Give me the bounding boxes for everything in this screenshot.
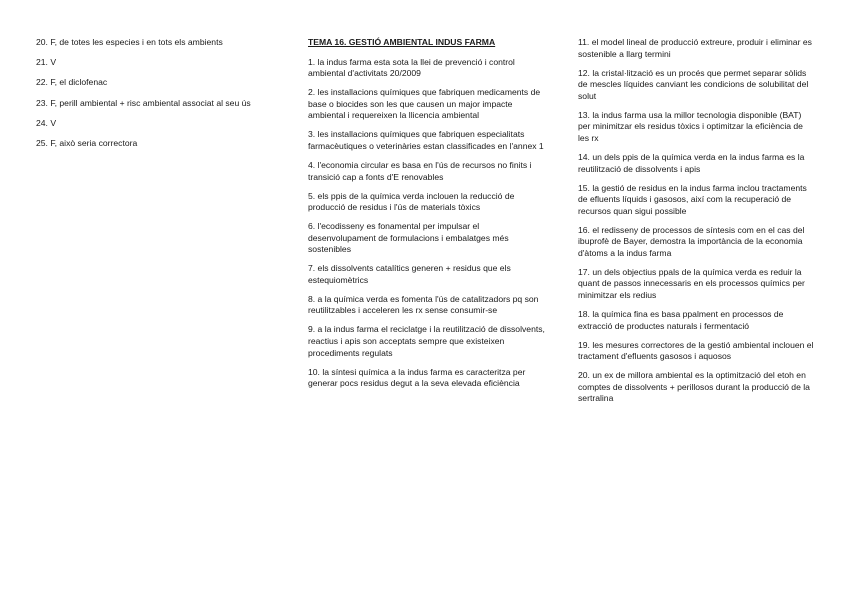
statement-item: 7. els dissolvents catalítics generen + residus que els estequiomètrics bbox=[308, 263, 511, 285]
statement-item: 6. l'ecodisseny es fonamental per impulsar el desenvolupament de formulacions i embalatges més sostenibles bbox=[308, 221, 509, 255]
statement-item: 12. la cristal·lització es un procés que permet separar sòlids de mescles líquides canviant les condicions de solubilitat del solut bbox=[578, 67, 809, 101]
answer-item: 21. V bbox=[36, 57, 57, 68]
statement-item: 10. la síntesi química a la indus farma es caracteritza per generar pocs residus degut a la seva elevada eficiència bbox=[308, 366, 526, 389]
answer-item: 20. F, de totes les especies i en tots els ambients bbox=[36, 37, 223, 47]
statement-item: 19. les mesures correctores de la gestió ambiental inclouen el tractament d'efluents gasosos i aquosos bbox=[578, 339, 814, 362]
answer-item: 25. F, això seria correctora bbox=[36, 137, 138, 148]
answer-item: 22. F, el diclofenac bbox=[36, 77, 108, 88]
statement-item: 8. a la química verda es fomenta l'ús de catalitzadors pq son reutilitzables i acceleren les rx sense consumir-se bbox=[308, 293, 539, 316]
statement-item: 11. el model lineal de producció extreure, produir i eliminar es sostenible a llarg termini bbox=[578, 37, 812, 59]
statement-item: 2. les installacions químiques que fabriquen medicaments de base o biocides son les que causen un major impacte ambiental i requereixen la llicencia ambiental bbox=[308, 87, 541, 121]
statement-item: 3. les installacions químiques que fabriquen especialitats farmacèutiques o veterinàries estan classificades en l'annex 1 bbox=[308, 129, 544, 151]
statements-column-middle bbox=[308, 37, 546, 397]
statement-item: 16. el redisseny de processos de síntesis com en el cas del ibuprofè de Bayer, demostra la importància de la economia d'àtoms a la indus farma bbox=[578, 224, 805, 258]
statement-item: 15. la gestió de residus en la indus farma inclou tractaments de efluents líquids i gasosos, així com la recuperació de recursos quan sigui possible bbox=[578, 182, 807, 216]
statement-item: 17. un dels objectius ppals de la química verda es reduir la quant de passos innecessaris en els processos químics per minimitzar els redius bbox=[578, 266, 805, 301]
statement-item: 20. un ex de millora ambiental es la optimització del etoh en comptes de dissolvents + perillosos durant la producció de la sertralina bbox=[578, 370, 810, 404]
answers-column bbox=[36, 37, 284, 158]
statement-item: 13. la indus farma usa la millor tecnologia disponible (BAT) per minimitzar els residus tòxics i optimitzar la eficiència de les rx bbox=[578, 109, 803, 143]
statement-item: 9. a la indus farma el reciclatge i la reutilització de dissolvents, reactius i apis son acceptats sempre que existeixen procediments regulats bbox=[308, 324, 545, 358]
statement-item: 14. un dels ppis de la química verda en la indus farma es la reutilització de dissolvents i apis bbox=[578, 151, 805, 174]
statement-item: 1. la indus farma esta sota la llei de prevenció i control ambiental d'activitats 20/2009 bbox=[308, 56, 515, 79]
topic-title: TEMA 16. GESTIÓ AMBIENTAL INDUS FARMA bbox=[308, 37, 496, 47]
answer-item: 24. V bbox=[36, 117, 57, 128]
statement-item: 18. la química fina es basa ppalment en processos de extracció de productes naturals i fermentació bbox=[578, 309, 784, 331]
statement-item: 5. els ppis de la química verda inclouen la reducció de producció de residus i l'ús de materials tòxics bbox=[308, 190, 515, 213]
answer-item: 23. F, perill ambiental + risc ambiental associat al seu ús bbox=[36, 97, 251, 108]
statements-column-right bbox=[578, 37, 814, 412]
statement-item: 4. l'economia circular es basa en l'ús de recursos no finits i transició cap a fonts d'E renovables bbox=[308, 159, 532, 182]
